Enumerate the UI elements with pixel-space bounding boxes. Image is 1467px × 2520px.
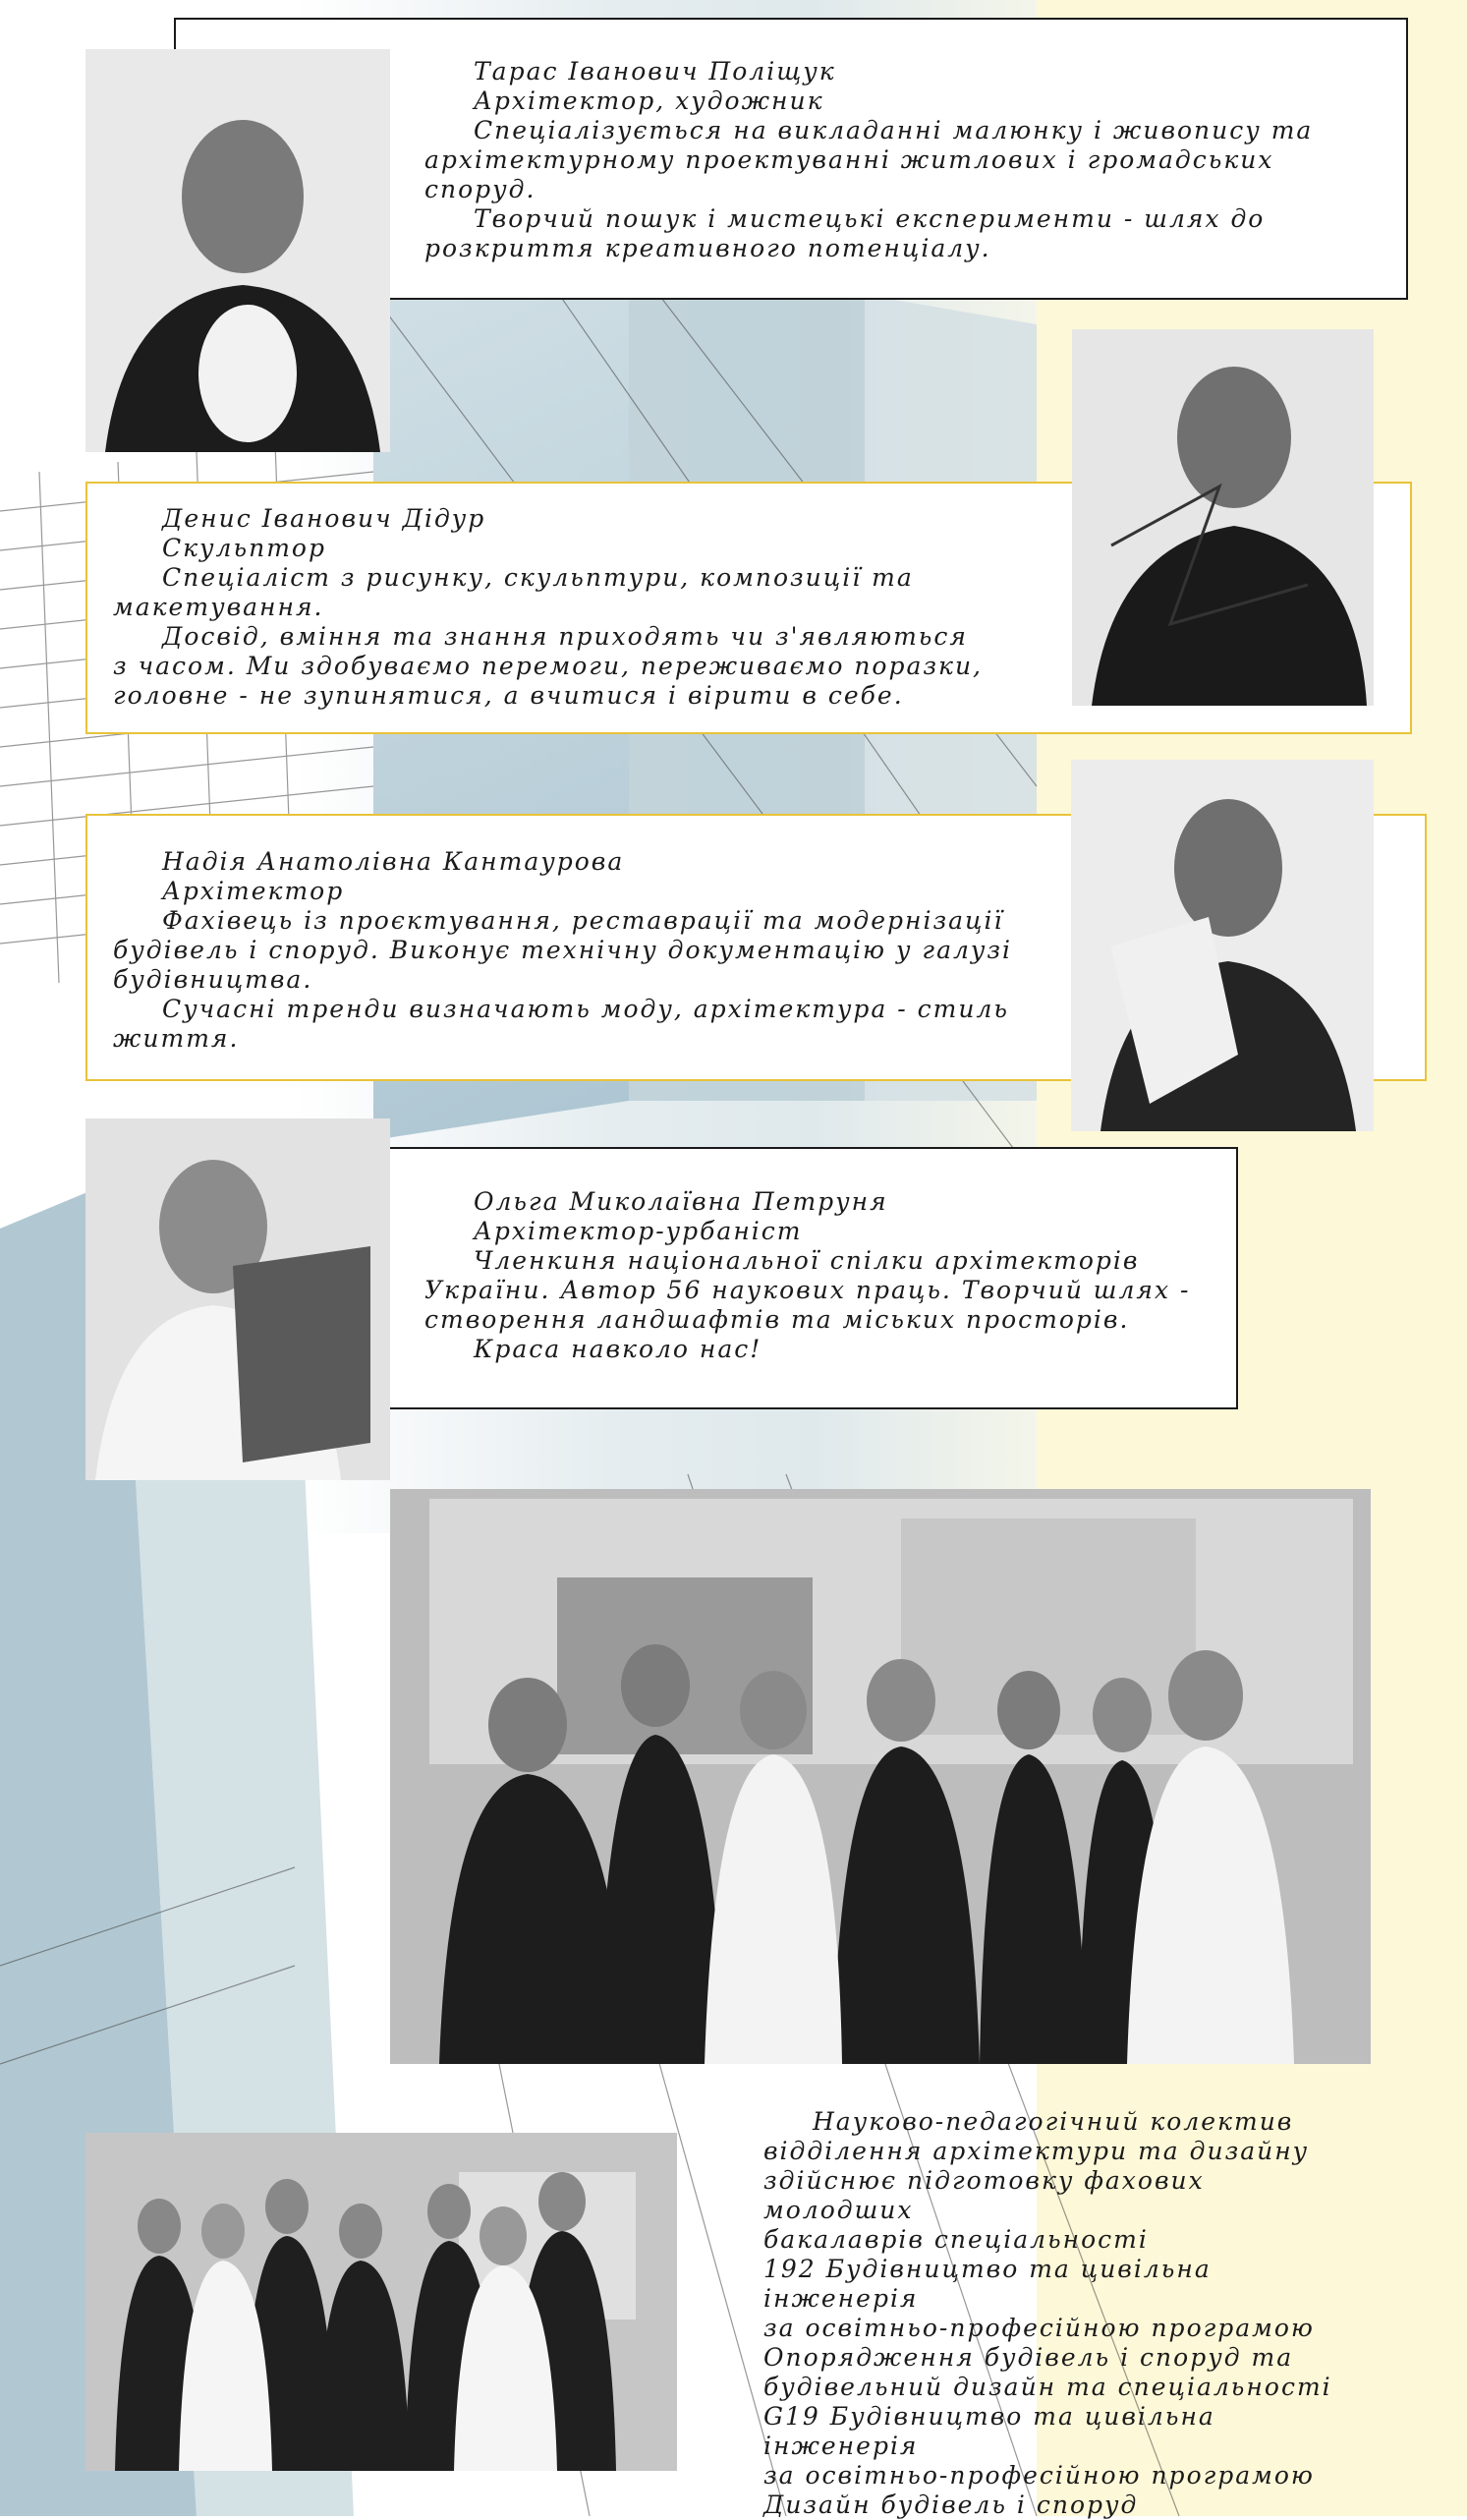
profile-quote-line: головне - не зупинятися, а вчитися і вірити в себе. [113, 681, 904, 710]
profile-name: Тарас Іванович Поліщук [474, 57, 836, 86]
profile-name: Надія Анатолівна Кантаурова [162, 847, 625, 876]
department-description [763, 2107, 1363, 2520]
profile-text-petrunia [424, 1187, 1211, 1364]
portrait-photo-kantaurova [1071, 760, 1374, 1131]
profile-desc-line: макетування. [113, 593, 324, 621]
profile-desc-line: створення ландшафтів та міських просторів. [424, 1305, 1130, 1334]
description-line: здійснює підготовку фахових молодших [763, 2166, 1205, 2224]
profile-quote-line: розкриття креативного потенціалу. [424, 234, 991, 262]
profile-name: Денис Іванович Дідур [162, 504, 486, 533]
profile-desc-line: архітектурному проектуванні житлових і громадських споруд. [424, 145, 1274, 203]
description-line: за освітньо-професійною програмою [763, 2314, 1315, 2342]
profile-text-kantaurova [113, 847, 1056, 1054]
profile-quote-line: Творчий пошук і мистецькі експерименти - шлях до [474, 204, 1266, 233]
profile-desc-line: Членкиня національної спілки архітекторів [474, 1246, 1140, 1275]
profile-desc-line: будівництва. [113, 965, 313, 994]
portrait-photo-didur [1072, 329, 1374, 706]
profile-desc-line: будівель і споруд. Виконує технічну документацію у галузі [113, 936, 1013, 964]
portrait-photo-polishchuk [85, 49, 390, 452]
profile-quote-line: життя. [113, 1024, 240, 1053]
profile-desc-line: України. Автор 56 наукових праць. Творчий шлях - [424, 1276, 1191, 1304]
description-line: G19 Будівництво та цивільна інженерія [763, 2402, 1215, 2460]
profile-quote-line: Краса навколо нас! [474, 1335, 762, 1363]
profile-role: Скульптор [162, 534, 326, 562]
profile-desc-line: Спеціаліст з рисунку, скульптури, композиції та [162, 563, 914, 592]
profile-desc-line: Фахівець із проєктування, реставрації та модернізації [162, 906, 1004, 935]
description-line: відділення архітектури та дизайну [763, 2137, 1310, 2165]
description-line: 192 Будівництво та цивільна інженерія [763, 2255, 1212, 2313]
portrait-photo-petrunia [85, 1118, 390, 1480]
description-line: Науково-педагогічний колектив [813, 2107, 1294, 2136]
profile-quote-line: з часом. Ми здобуваємо перемоги, переживаємо поразки, [113, 652, 984, 680]
profile-desc-line: Спеціалізується на викладанні малюнку і живопису та [474, 116, 1314, 144]
profile-text-didur [113, 504, 1056, 711]
profile-role: Архітектор-урбаніст [474, 1217, 803, 1245]
profile-role: Архітектор [162, 877, 345, 905]
team-group-photo-small [85, 2133, 677, 2471]
profile-role: Архітектор, художник [474, 86, 824, 115]
description-line: за освітньо-професійною програмою [763, 2461, 1315, 2490]
description-line: будівельний дизайн та спеціальності [763, 2373, 1332, 2401]
description-line: бакалаврів спеціальності [763, 2225, 1149, 2254]
profile-quote-line: Сучасні тренди визначають моду, архітектура - стиль [162, 995, 1009, 1023]
profile-name: Ольга Миколаївна Петруня [474, 1187, 888, 1216]
profile-quote-line: Досвід, вміння та знання приходять чи з'являються [162, 622, 968, 651]
description-line: Дизайн будівель і споруд [763, 2491, 1139, 2519]
profile-text-polishchuk [424, 57, 1387, 263]
description-line: Опорядження будівель і споруд та [763, 2343, 1294, 2372]
team-group-photo-large [390, 1489, 1371, 2064]
